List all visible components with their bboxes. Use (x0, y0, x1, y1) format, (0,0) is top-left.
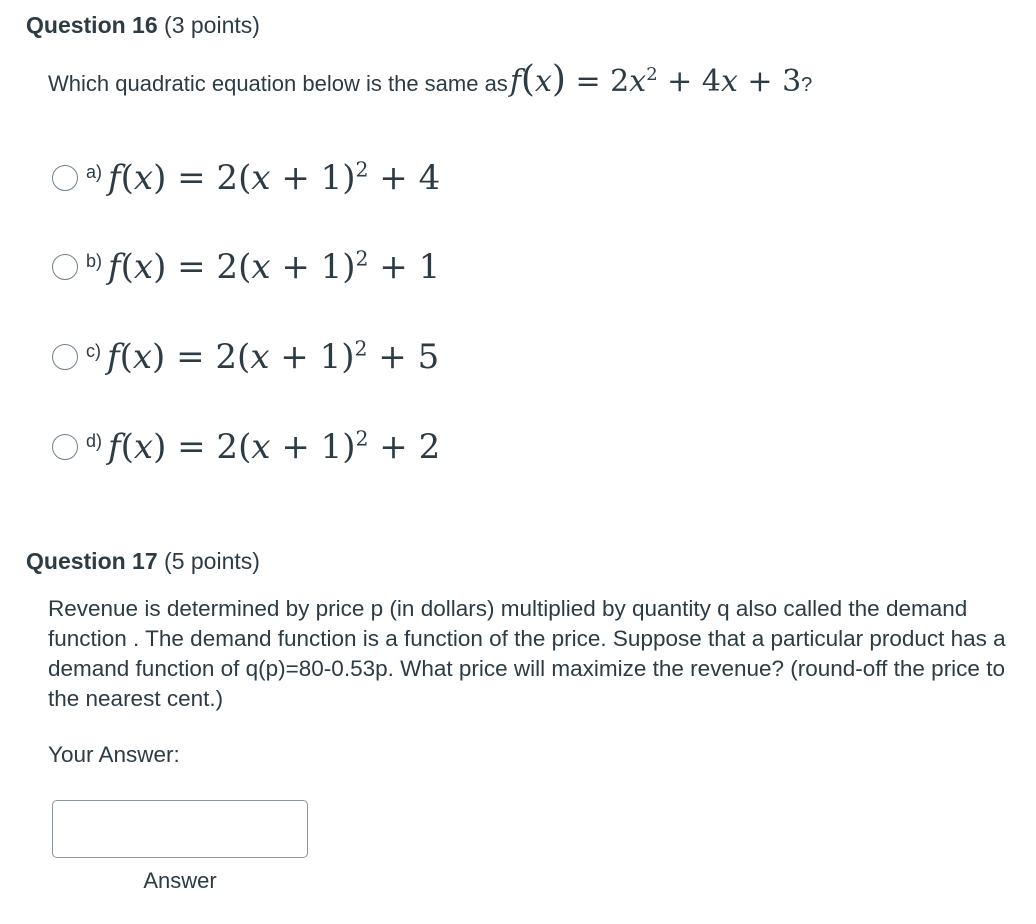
question-16-header (26, 12, 260, 39)
option-c[interactable] (52, 337, 439, 377)
option-equation: $f(x) = 2(x + 1)^2 + 5$ (107, 336, 440, 377)
question-17-header (26, 548, 260, 575)
option-letter: c) (86, 340, 101, 361)
prompt-text: Which quadratic equation below is the same as (48, 71, 508, 96)
option-equation: $f(x) = 2(x + 1)^2 + 1$ (108, 246, 441, 287)
option-letter: b) (86, 250, 103, 271)
option-letter: d) (86, 430, 103, 451)
question-points: (5 points) (164, 548, 260, 574)
option-letter: a) (86, 161, 103, 182)
your-answer-label: Your Answer: (48, 742, 180, 767)
radio-button-a[interactable] (52, 165, 78, 191)
answer-input[interactable] (52, 800, 308, 858)
question-17-body: Revenue is determined by price p (in dollars) multiplied by quantity q also called the demand function . The demand function is a function of the price. Suppose that a particular product has a demand function of q(p)=80-0.53p. What price will maximize the revenue? (round-off the price to the nearest cent.) (48, 596, 1006, 711)
option-d[interactable] (52, 427, 440, 467)
radio-button-b[interactable] (52, 254, 78, 280)
answer-caption: Answer (143, 868, 217, 893)
question-16-prompt (48, 59, 813, 100)
radio-button-d[interactable] (52, 434, 78, 460)
option-a[interactable] (52, 158, 440, 198)
prompt-function: $f(x) = 2x^2 + 4x + 3$ (509, 59, 802, 100)
option-equation: $f(x) = 2(x + 1)^2 + 2$ (108, 426, 441, 467)
option-equation: $f(x) = 2(x + 1)^2 + 4$ (108, 157, 441, 198)
prompt-question-mark: ? (801, 74, 813, 96)
option-b[interactable] (52, 247, 440, 287)
question-number: Question 16 (26, 12, 158, 38)
radio-button-c[interactable] (52, 344, 78, 370)
question-number: Question 17 (26, 548, 158, 574)
question-points: (3 points) (164, 12, 260, 38)
